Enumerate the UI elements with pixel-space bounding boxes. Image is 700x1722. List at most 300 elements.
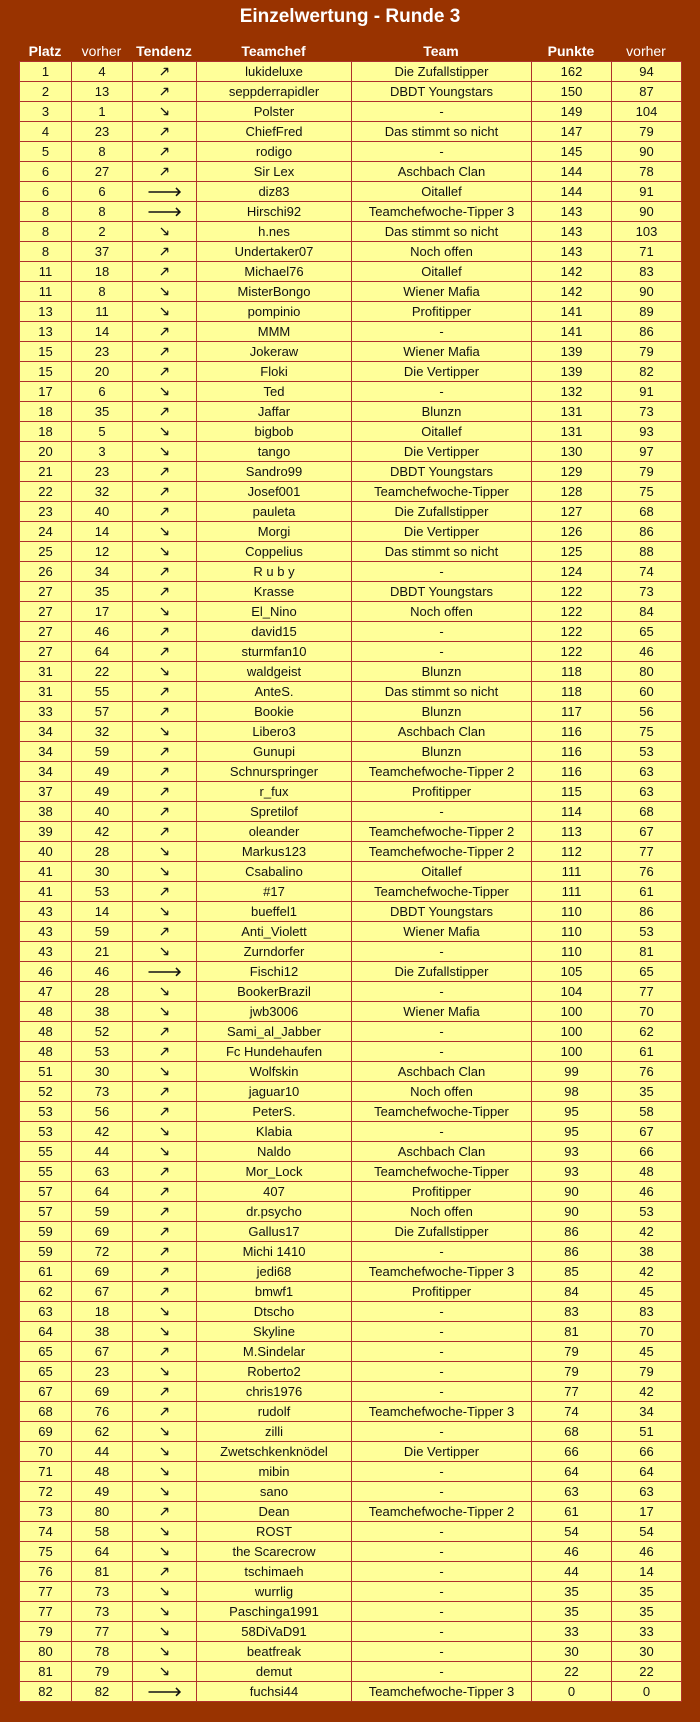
previous-rank-cell: 58 — [72, 1522, 133, 1542]
previous-rank-cell: 49 — [72, 762, 133, 782]
team-cell: Teamchefwoche-Tipper — [352, 1102, 532, 1122]
trend-right-icon: 🡒 — [147, 184, 182, 199]
points-cell: 44 — [532, 1562, 612, 1582]
previous-points-cell: 53 — [612, 922, 682, 942]
rank-cell: 43 — [20, 902, 72, 922]
previous-rank-cell: 49 — [72, 782, 133, 802]
trend-cell — [133, 1662, 197, 1682]
points-cell: 74 — [532, 1402, 612, 1422]
trend-cell — [133, 1402, 197, 1422]
rank-cell: 47 — [20, 982, 72, 1002]
team-cell: - — [352, 1522, 532, 1542]
previous-rank-cell: 14 — [72, 522, 133, 542]
teamchef-cell: Zurndorfer — [197, 942, 352, 962]
team-cell: Oitallef — [352, 862, 532, 882]
team-cell: - — [352, 1362, 532, 1382]
previous-points-cell: 35 — [612, 1082, 682, 1102]
rank-cell: 59 — [20, 1222, 72, 1242]
previous-points-cell: 0 — [612, 1682, 682, 1702]
trend-cell — [133, 1042, 197, 1062]
trend-down-icon: 🡖 — [160, 1304, 169, 1319]
team-cell: Die Zufallstipper — [352, 1222, 532, 1242]
previous-points-cell: 86 — [612, 522, 682, 542]
previous-rank-cell: 59 — [72, 1202, 133, 1222]
previous-rank-cell: 57 — [72, 702, 133, 722]
trend-up-icon: 🡕 — [160, 1344, 169, 1359]
points-cell: 64 — [532, 1462, 612, 1482]
teamchef-cell: Krasse — [197, 582, 352, 602]
table-row — [20, 1622, 682, 1642]
trend-up-icon: 🡕 — [160, 1024, 169, 1039]
teamchef-cell: Gunupi — [197, 742, 352, 762]
teamchef-cell: Mor_Lock — [197, 1162, 352, 1182]
teamchef-cell: Coppelius — [197, 542, 352, 562]
trend-down-icon: 🡖 — [160, 384, 169, 399]
previous-points-cell: 53 — [612, 1202, 682, 1222]
teamchef-cell: Hirschi92 — [197, 202, 352, 222]
trend-cell — [133, 1322, 197, 1342]
trend-cell — [133, 662, 197, 682]
team-cell: Teamchefwoche-Tipper 2 — [352, 1502, 532, 1522]
trend-cell — [133, 522, 197, 542]
trend-down-icon: 🡖 — [160, 1144, 169, 1159]
trend-up-icon: 🡕 — [160, 1264, 169, 1279]
trend-down-icon: 🡖 — [160, 284, 169, 299]
previous-points-cell: 74 — [612, 562, 682, 582]
previous-rank-cell: 77 — [72, 1622, 133, 1642]
trend-up-icon: 🡕 — [160, 1564, 169, 1579]
trend-cell — [133, 1202, 197, 1222]
previous-points-cell: 86 — [612, 322, 682, 342]
previous-points-cell: 86 — [612, 902, 682, 922]
rank-cell: 41 — [20, 862, 72, 882]
trend-down-icon: 🡖 — [160, 104, 169, 119]
previous-rank-cell: 22 — [72, 662, 133, 682]
table-row — [20, 1302, 682, 1322]
rank-cell: 11 — [20, 262, 72, 282]
rank-cell: 73 — [20, 1502, 72, 1522]
teamchef-cell: sturmfan10 — [197, 642, 352, 662]
team-cell: DBDT Youngstars — [352, 462, 532, 482]
table-row — [20, 1142, 682, 1162]
trend-up-icon: 🡕 — [160, 1204, 169, 1219]
table-row — [20, 1182, 682, 1202]
rank-cell: 27 — [20, 602, 72, 622]
trend-cell — [133, 322, 197, 342]
previous-points-cell: 97 — [612, 442, 682, 462]
previous-points-cell: 62 — [612, 1022, 682, 1042]
previous-rank-cell: 23 — [72, 122, 133, 142]
points-cell: 35 — [532, 1582, 612, 1602]
ranking-table — [19, 61, 682, 1702]
previous-rank-cell: 40 — [72, 502, 133, 522]
trend-cell — [133, 1102, 197, 1122]
team-cell: - — [352, 622, 532, 642]
table-row — [20, 322, 682, 342]
previous-rank-cell: 13 — [72, 82, 133, 102]
points-cell: 84 — [532, 1282, 612, 1302]
points-cell: 90 — [532, 1202, 612, 1222]
table-row — [20, 1502, 682, 1522]
rank-cell: 3 — [20, 102, 72, 122]
team-cell: Teamchefwoche-Tipper 2 — [352, 762, 532, 782]
points-cell: 99 — [532, 1062, 612, 1082]
team-cell: - — [352, 1542, 532, 1562]
teamchef-cell: diz83 — [197, 182, 352, 202]
trend-up-icon: 🡕 — [160, 1084, 169, 1099]
previous-rank-cell: 63 — [72, 1162, 133, 1182]
teamchef-cell: pauleta — [197, 502, 352, 522]
header-team: Team — [423, 43, 459, 59]
previous-points-cell: 14 — [612, 1562, 682, 1582]
teamchef-cell: dr.psycho — [197, 1202, 352, 1222]
points-cell: 63 — [532, 1482, 612, 1502]
team-cell: Wiener Mafia — [352, 922, 532, 942]
teamchef-cell: Michi 1410 — [197, 1242, 352, 1262]
rank-cell: 79 — [20, 1622, 72, 1642]
previous-points-cell: 67 — [612, 1122, 682, 1142]
teamchef-cell: R u b y — [197, 562, 352, 582]
rank-cell: 1 — [20, 62, 72, 82]
table-row — [20, 1402, 682, 1422]
team-cell: DBDT Youngstars — [352, 582, 532, 602]
previous-rank-cell: 35 — [72, 402, 133, 422]
previous-rank-cell: 30 — [72, 1062, 133, 1082]
rank-cell: 53 — [20, 1122, 72, 1142]
table-row — [20, 1342, 682, 1362]
team-cell: - — [352, 1462, 532, 1482]
trend-up-icon: 🡕 — [160, 644, 169, 659]
table-row — [20, 502, 682, 522]
trend-cell — [133, 1222, 197, 1242]
table-row — [20, 1062, 682, 1082]
rank-cell: 15 — [20, 362, 72, 382]
table-row — [20, 1642, 682, 1662]
previous-points-cell: 68 — [612, 802, 682, 822]
team-cell: - — [352, 1482, 532, 1502]
points-cell: 95 — [532, 1122, 612, 1142]
points-cell: 141 — [532, 322, 612, 342]
team-cell: - — [352, 1242, 532, 1262]
teamchef-cell: oleander — [197, 822, 352, 842]
trend-right-icon: 🡒 — [147, 964, 182, 979]
previous-points-cell: 61 — [612, 1042, 682, 1062]
trend-up-icon: 🡕 — [160, 1184, 169, 1199]
rank-cell: 39 — [20, 822, 72, 842]
previous-points-cell: 63 — [612, 782, 682, 802]
previous-rank-cell: 14 — [72, 322, 133, 342]
table-row — [20, 1522, 682, 1542]
team-cell: - — [352, 1322, 532, 1342]
table-row — [20, 642, 682, 662]
previous-points-cell: 104 — [612, 102, 682, 122]
table-row — [20, 622, 682, 642]
previous-points-cell: 30 — [612, 1642, 682, 1662]
rank-cell: 33 — [20, 702, 72, 722]
previous-points-cell: 90 — [612, 282, 682, 302]
rank-cell: 8 — [20, 202, 72, 222]
points-cell: 83 — [532, 1302, 612, 1322]
rank-cell: 71 — [20, 1462, 72, 1482]
previous-rank-cell: 32 — [72, 722, 133, 742]
previous-rank-cell: 59 — [72, 742, 133, 762]
previous-rank-cell: 5 — [72, 422, 133, 442]
table-row — [20, 1562, 682, 1582]
teamchef-cell: Csabalino — [197, 862, 352, 882]
team-cell: Blunzn — [352, 742, 532, 762]
rank-cell: 74 — [20, 1522, 72, 1542]
points-cell: 100 — [532, 1042, 612, 1062]
trend-cell — [133, 862, 197, 882]
table-row — [20, 1202, 682, 1222]
rank-cell: 24 — [20, 522, 72, 542]
points-cell: 100 — [532, 1022, 612, 1042]
previous-points-cell: 73 — [612, 402, 682, 422]
trend-cell — [133, 222, 197, 242]
points-cell: 144 — [532, 182, 612, 202]
points-cell: 149 — [532, 102, 612, 122]
points-cell: 22 — [532, 1662, 612, 1682]
previous-points-cell: 66 — [612, 1442, 682, 1462]
trend-up-icon: 🡕 — [160, 404, 169, 419]
trend-cell — [133, 1682, 197, 1702]
previous-rank-cell: 3 — [72, 442, 133, 462]
rank-cell: 61 — [20, 1262, 72, 1282]
teamchef-cell: Jokeraw — [197, 342, 352, 362]
trend-down-icon: 🡖 — [160, 304, 169, 319]
points-cell: 95 — [532, 1102, 612, 1122]
previous-points-cell: 38 — [612, 1242, 682, 1262]
table-row — [20, 1282, 682, 1302]
trend-down-icon: 🡖 — [160, 1124, 169, 1139]
previous-rank-cell: 49 — [72, 1482, 133, 1502]
previous-points-cell: 17 — [612, 1502, 682, 1522]
table-row — [20, 162, 682, 182]
rank-cell: 34 — [20, 762, 72, 782]
trend-up-icon: 🡕 — [160, 1224, 169, 1239]
trend-down-icon: 🡖 — [160, 1604, 169, 1619]
previous-rank-cell: 2 — [72, 222, 133, 242]
points-cell: 110 — [532, 922, 612, 942]
trend-cell — [133, 62, 197, 82]
previous-points-cell: 94 — [612, 62, 682, 82]
previous-rank-cell: 53 — [72, 1042, 133, 1062]
table-row — [20, 1162, 682, 1182]
trend-cell — [133, 1482, 197, 1502]
rank-cell: 63 — [20, 1302, 72, 1322]
teamchef-cell: bigbob — [197, 422, 352, 442]
trend-down-icon: 🡖 — [160, 1064, 169, 1079]
points-cell: 35 — [532, 1602, 612, 1622]
team-cell: Aschbach Clan — [352, 722, 532, 742]
rank-cell: 81 — [20, 1662, 72, 1682]
previous-rank-cell: 48 — [72, 1462, 133, 1482]
trend-cell — [133, 942, 197, 962]
previous-points-cell: 64 — [612, 1462, 682, 1482]
team-cell: Aschbach Clan — [352, 1062, 532, 1082]
teamchef-cell: Sami_al_Jabber — [197, 1022, 352, 1042]
previous-rank-cell: 73 — [72, 1602, 133, 1622]
teamchef-cell: tango — [197, 442, 352, 462]
team-cell: DBDT Youngstars — [352, 82, 532, 102]
previous-points-cell: 60 — [612, 682, 682, 702]
points-cell: 147 — [532, 122, 612, 142]
previous-rank-cell: 23 — [72, 1362, 133, 1382]
table-row — [20, 862, 682, 882]
points-cell: 141 — [532, 302, 612, 322]
table-row — [20, 982, 682, 1002]
trend-cell — [133, 922, 197, 942]
team-cell: - — [352, 142, 532, 162]
trend-down-icon: 🡖 — [160, 984, 169, 999]
table-row — [20, 802, 682, 822]
points-cell: 61 — [532, 1502, 612, 1522]
points-cell: 122 — [532, 642, 612, 662]
trend-cell — [133, 262, 197, 282]
previous-points-cell: 65 — [612, 622, 682, 642]
trend-up-icon: 🡕 — [160, 324, 169, 339]
previous-points-cell: 58 — [612, 1102, 682, 1122]
table-row — [20, 1382, 682, 1402]
team-cell: Teamchefwoche-Tipper 2 — [352, 822, 532, 842]
previous-points-cell: 76 — [612, 862, 682, 882]
previous-points-cell: 54 — [612, 1522, 682, 1542]
trend-down-icon: 🡖 — [160, 224, 169, 239]
trend-up-icon: 🡕 — [160, 1104, 169, 1119]
points-cell: 127 — [532, 502, 612, 522]
team-cell: Die Vertipper — [352, 522, 532, 542]
previous-rank-cell: 64 — [72, 1542, 133, 1562]
rank-cell: 76 — [20, 1562, 72, 1582]
previous-rank-cell: 46 — [72, 962, 133, 982]
points-cell: 118 — [532, 662, 612, 682]
points-cell: 81 — [532, 1322, 612, 1342]
table-row — [20, 1242, 682, 1262]
trend-up-icon: 🡕 — [160, 504, 169, 519]
ranking-table-body — [20, 62, 682, 1702]
previous-points-cell: 90 — [612, 142, 682, 162]
teamchef-cell: bmwf1 — [197, 1282, 352, 1302]
table-row — [20, 722, 682, 742]
previous-rank-cell: 8 — [72, 142, 133, 162]
teamchef-cell: Roberto2 — [197, 1362, 352, 1382]
table-row — [20, 282, 682, 302]
points-cell: 142 — [532, 282, 612, 302]
team-cell: Noch offen — [352, 1082, 532, 1102]
trend-up-icon: 🡕 — [160, 684, 169, 699]
trend-cell — [133, 1262, 197, 1282]
teamchef-cell: PeterS. — [197, 1102, 352, 1122]
trend-up-icon: 🡕 — [160, 144, 169, 159]
trend-down-icon: 🡖 — [160, 944, 169, 959]
team-cell: Das stimmt so nicht — [352, 122, 532, 142]
table-row — [20, 1442, 682, 1462]
points-cell: 110 — [532, 902, 612, 922]
rank-cell: 27 — [20, 582, 72, 602]
team-cell: Blunzn — [352, 702, 532, 722]
previous-points-cell: 76 — [612, 1062, 682, 1082]
trend-cell — [133, 402, 197, 422]
previous-rank-cell: 80 — [72, 1502, 133, 1522]
teamchef-cell: rodigo — [197, 142, 352, 162]
team-cell: Oitallef — [352, 182, 532, 202]
teamchef-cell: Markus123 — [197, 842, 352, 862]
trend-down-icon: 🡖 — [160, 844, 169, 859]
trend-down-icon: 🡖 — [160, 524, 169, 539]
rank-cell: 80 — [20, 1642, 72, 1662]
rank-cell: 43 — [20, 922, 72, 942]
trend-cell — [133, 1282, 197, 1302]
points-cell: 113 — [532, 822, 612, 842]
trend-cell — [133, 82, 197, 102]
team-cell: Noch offen — [352, 602, 532, 622]
previous-points-cell: 84 — [612, 602, 682, 622]
table-row — [20, 582, 682, 602]
rank-cell: 2 — [20, 82, 72, 102]
trend-cell — [133, 482, 197, 502]
previous-rank-cell: 42 — [72, 1122, 133, 1142]
previous-points-cell: 67 — [612, 822, 682, 842]
team-cell: Profitipper — [352, 1182, 532, 1202]
points-cell: 116 — [532, 742, 612, 762]
table-row — [20, 82, 682, 102]
team-cell: - — [352, 1302, 532, 1322]
trend-cell — [133, 202, 197, 222]
teamchef-cell: AnteS. — [197, 682, 352, 702]
previous-rank-cell: 17 — [72, 602, 133, 622]
trend-down-icon: 🡖 — [160, 904, 169, 919]
previous-points-cell: 51 — [612, 1422, 682, 1442]
trend-cell — [133, 1142, 197, 1162]
trend-cell — [133, 1302, 197, 1322]
team-cell: Wiener Mafia — [352, 282, 532, 302]
previous-rank-cell: 30 — [72, 862, 133, 882]
teamchef-cell: BookerBrazil — [197, 982, 352, 1002]
previous-rank-cell: 14 — [72, 902, 133, 922]
previous-rank-cell: 53 — [72, 882, 133, 902]
previous-points-cell: 75 — [612, 722, 682, 742]
trend-up-icon: 🡕 — [160, 884, 169, 899]
trend-cell — [133, 842, 197, 862]
teamchef-cell: chris1976 — [197, 1382, 352, 1402]
trend-up-icon: 🡕 — [160, 1044, 169, 1059]
teamchef-cell: r_fux — [197, 782, 352, 802]
team-cell: Die Vertipper — [352, 362, 532, 382]
trend-cell — [133, 982, 197, 1002]
points-cell: 33 — [532, 1622, 612, 1642]
teamchef-cell: Dean — [197, 1502, 352, 1522]
table-row — [20, 442, 682, 462]
team-cell: - — [352, 1022, 532, 1042]
previous-points-cell: 93 — [612, 422, 682, 442]
previous-rank-cell: 46 — [72, 622, 133, 642]
team-cell: - — [352, 1602, 532, 1622]
team-cell: DBDT Youngstars — [352, 902, 532, 922]
rank-cell: 51 — [20, 1062, 72, 1082]
points-cell: 77 — [532, 1382, 612, 1402]
trend-cell — [133, 422, 197, 442]
trend-cell — [133, 1362, 197, 1382]
trend-down-icon: 🡖 — [160, 1664, 169, 1679]
team-cell: - — [352, 1042, 532, 1062]
teamchef-cell: Undertaker07 — [197, 242, 352, 262]
points-cell: 112 — [532, 842, 612, 862]
trend-down-icon: 🡖 — [160, 1364, 169, 1379]
previous-rank-cell: 12 — [72, 542, 133, 562]
rank-cell: 23 — [20, 502, 72, 522]
rank-cell: 20 — [20, 442, 72, 462]
rank-cell: 77 — [20, 1602, 72, 1622]
